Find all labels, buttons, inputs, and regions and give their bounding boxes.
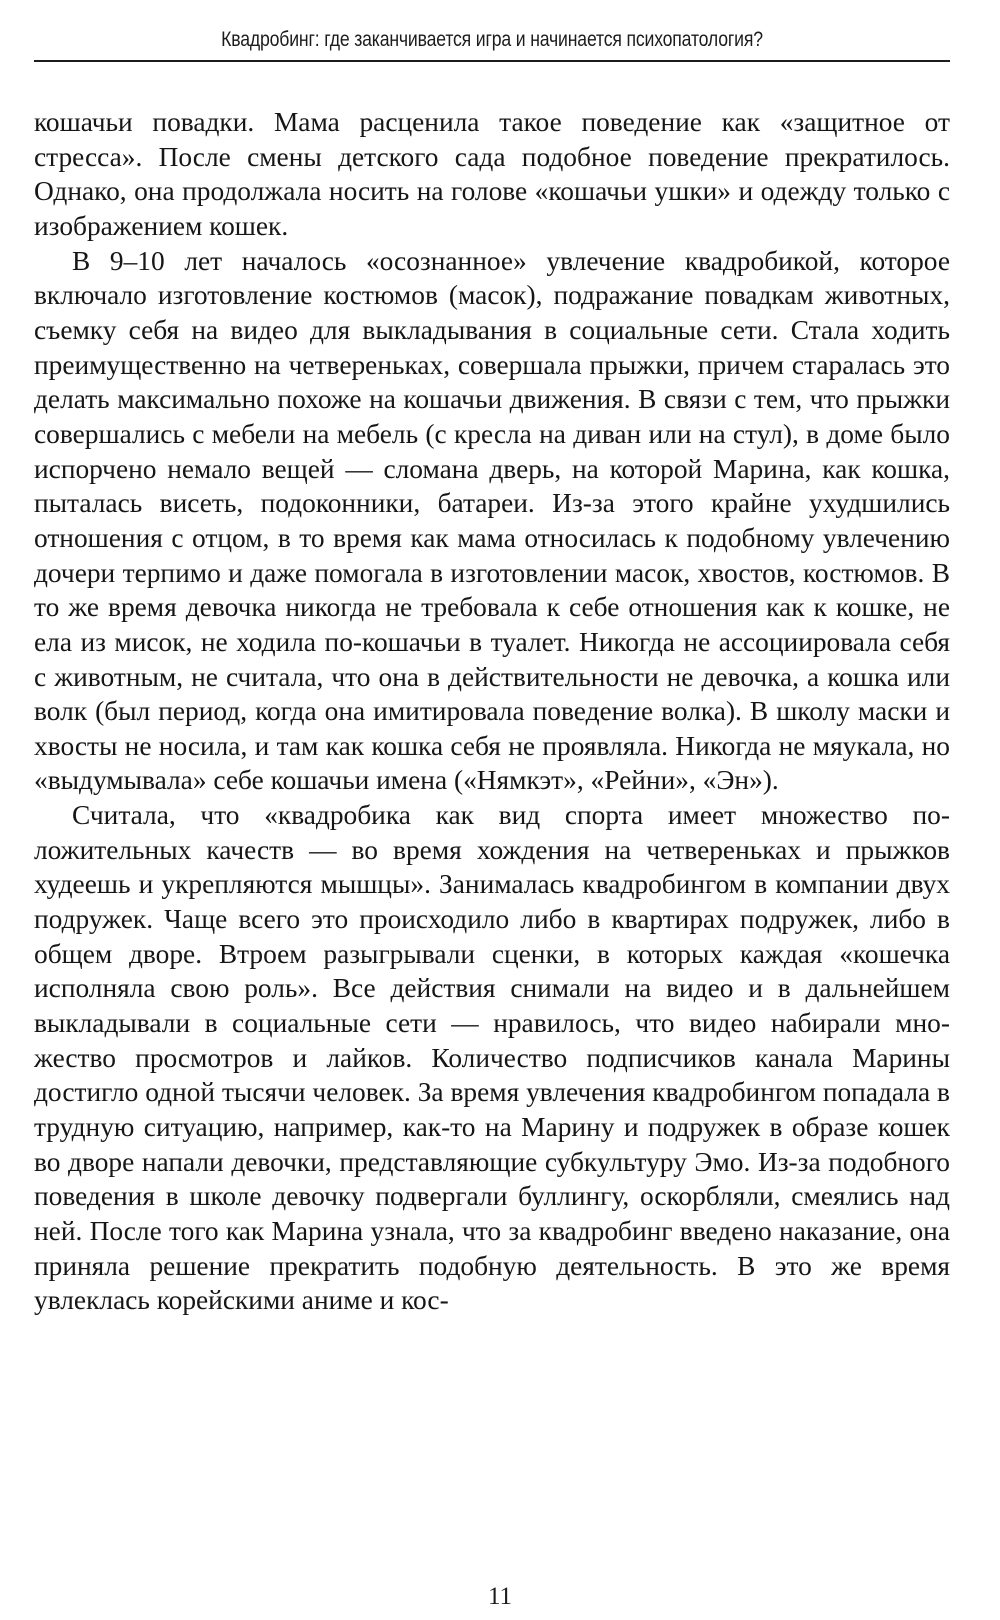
header-rule [34,60,950,62]
paragraph: Считала, что «квадробика как вид спорта имеет множество положительных качеств — во время хождения на четвереньках и прыжков худеешь и укрепляются мышцы». Занималась квадробингом в компании двух подружек. Чаще всего это происходило либо в квартирах подружек, либо в общем дворе. Втроем разыгрывали сценки, в которых каждая «кошечка исполняла свою роль». Все действия снимали на видео и в дальнейшем выкладывали в социальные сети — нравилось, что видео набирали множество просмотров и лайков. Количество подписчиков канала Марины достигло одной тысячи человек. За время увлечения квадробингом попадала в трудную ситуацию, например, как-то на Марину и подружек в образе кошек во дворе напали девочки, представляющие субкультуру Эмо. Из-за подобного поведения в школе девочку подвергали буллингу, оскорбляли, смеялись над ней. После того как Марина узнала, что за квадробинг введено наказание, она приняла решение прекратить подобную деятельность. В это же время увлеклась корейскими аниме и кос- [34,800,950,1316]
running-head: Квадробинг: где заканчивается игра и начинается психопатология? [221,28,763,51]
paragraph: В 9–10 лет началось «осознанное» увлечение квадробикой, которое включало изготовление костюмов (масок), подражание повадкам животных, съемку себя на видео для выкладывания в социальные сети. Стала ходить преимущественно на четвереньках, совершала прыжки, причем старалась это делать максимально похоже на кошачьи движения. В связи с тем, что прыжки совершались с мебели на мебель (с кресла на диван или на стул), в доме было испорчено немало вещей — сломана дверь, на которой Марина, как кошка, пыталась висеть, подоконники, батареи. Из-за этого крайне ухудшились отношения с отцом, в то время как мама относилась к подобному увлечению дочери терпимо и даже помогала в изготовлении масок, хвостов, костюмов. В то же время девочка никогда не требовала к себе отношения как к кошке, не ела из мисок, не ходила по-кошачьи в туалет. Никогда не ассоциировала себя с животным, не считала, что она в действительности не девочка, а кошка или волк (был период, когда она имитировала поведение волка). В школу маски и хвосты не носила, и там как кошка себя не проявляла. Никогда не мяукала, но «выдумывала» себе кошачьи имена («Нямкэт», «Рейни», «Эн»). [34,245,950,796]
body-text [34,105,950,1318]
paragraph: кошачьи повадки. Мама расценила такое поведение как «защитное от стресса». После смены детского сада подобное поведение прекратилось. Однако, она продолжала носить на голове «кошачьи ушки» и одежду только с изображением кошек. [34,107,950,241]
page-number: 11 [487,1583,513,1610]
